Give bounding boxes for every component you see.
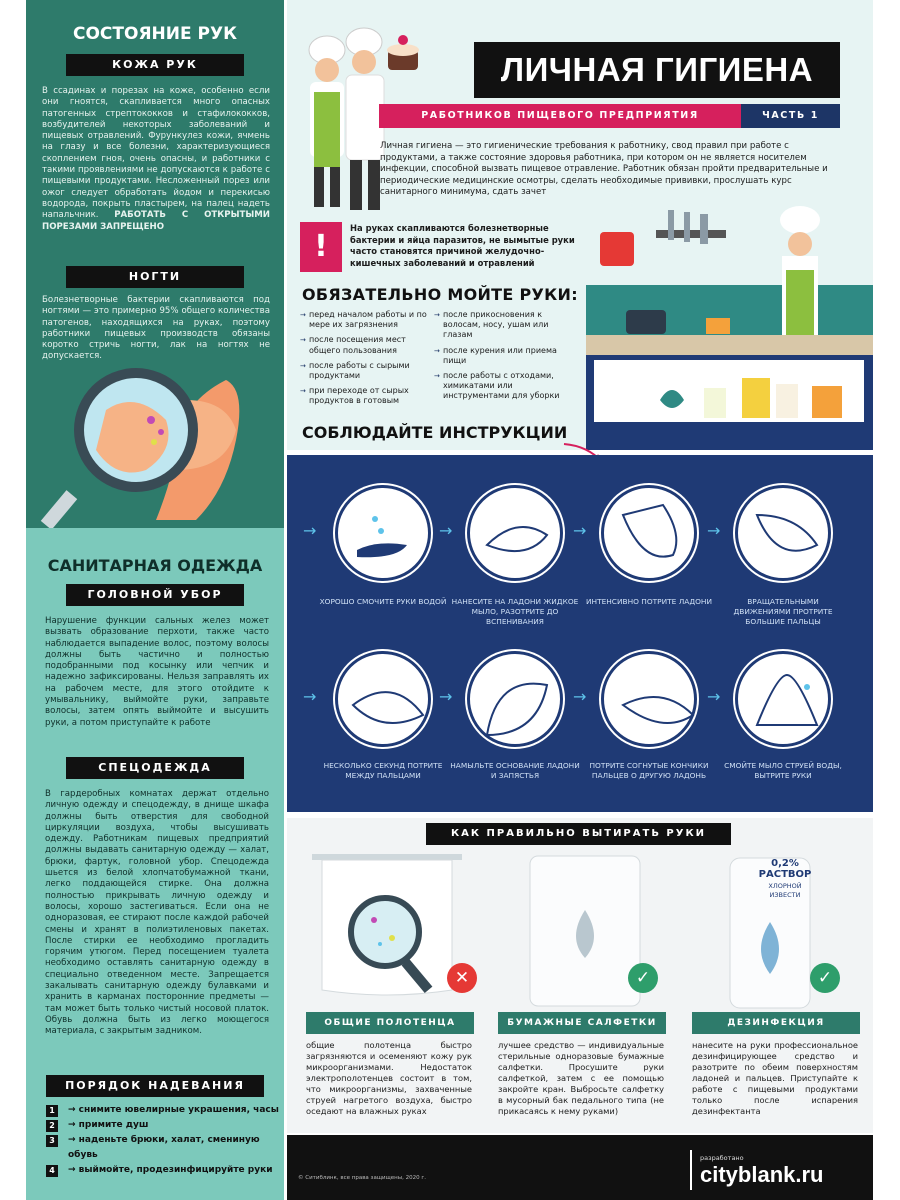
order-text: → снимите ювелирные украшения, часы: [68, 1105, 279, 1115]
intro-text: Личная гигиена — это гигиенические требования к работнику, свод правил при работе с продуктами, а также состояние здоровья работника, при котором он не является носителем инфекции, способной вызвать пищевое отравление. Работник обязан пройти предварительные и периодические медицинские осмотры, сделать необходимые прививки, прослушать курс санитарного минимума, сдать зачет: [380, 141, 828, 197]
magnifier-handle-icon: [41, 490, 77, 528]
wash-list-1: [300, 310, 432, 412]
arrow-right-icon: →: [707, 521, 721, 540]
order-label: ПОРЯДОК НАДЕВАНИЯ: [46, 1075, 264, 1097]
headwear-label: ГОЛОВНОЙ УБОР: [66, 584, 244, 606]
solution-name: РАСТВОР: [758, 869, 812, 880]
warning-text: На руках скапливаются болезнетворные бактерии и яйца паразитов, не вымытые руки часто становятся причиной желудочно-кишечных заболеваний и отравлений: [350, 223, 575, 269]
arrow-right-icon: →: [439, 687, 453, 706]
not-allowed-icon: ✕: [447, 963, 477, 993]
wash-item: → при переходе от сырых продуктов в готовым: [300, 386, 432, 406]
order-text: → наденьте брюки, халат, смениную обувь: [68, 1135, 260, 1160]
warning-icon: !: [300, 222, 342, 272]
arrow-right-icon: →: [303, 687, 317, 706]
step-label: ИНТЕНСИВНО ПОТРИТЕ ЛАДОНИ: [585, 597, 712, 606]
wash-item: → после работы с отходами, химикатами или инструментами для уборки: [434, 371, 574, 402]
step-label: ВРАЩАТЕЛЬНЫМИ ДВИЖЕНИЯМИ ПРОТРИТЕ БОЛЬШИЕ ПАЛЬЦЫ: [733, 597, 833, 626]
order-number: 4: [46, 1165, 58, 1177]
hand-icons-layer: [287, 455, 873, 812]
arrow-right-icon: →: [573, 687, 587, 706]
wash-list-2: [434, 310, 574, 407]
skin-text-body: В ссадинах и порезах на коже, особенно если они гноятся, скапливается много опасных патогенных стрептококков и стафилококков, возбудителей некоторых заболеваний и пищевых отравлений. Фурункулез кожи, ячмень на глазу и все болезни, характеризующиеся скоплением гноя, очень опасны, и работники с такими проявлениями не допускаются к работе с пищевыми продуктами. Несложенный порез или ожог следует обработать йодом и перекисью водорода, покрыть пластырем, на палец надеть напальчник.: [42, 86, 270, 221]
kitchen-illustration: [586, 200, 873, 450]
order-number: 1: [46, 1105, 58, 1117]
skin-label: КОЖА РУК: [66, 54, 244, 76]
skin-text: [42, 86, 270, 233]
order-item: [46, 1118, 282, 1133]
developed-by: разработано: [700, 1154, 744, 1162]
part-bar: ЧАСТЬ 1: [741, 104, 840, 128]
order-text: → примите душ: [68, 1120, 149, 1130]
nails-illustration: [26, 360, 284, 528]
arrow-right-icon: →: [573, 521, 587, 540]
site-link[interactable]: cityblank.ru: [700, 1162, 824, 1187]
order-item: [46, 1133, 282, 1163]
wash-item: → перед началом работы и по мере их загрязнения: [300, 310, 432, 330]
wash-item: → после прикосновения к волосам, носу, ушам или глазам: [434, 310, 574, 341]
step-label: СМОЙТЕ МЫЛО СТРУЕЙ ВОДЫ, ВЫТРИТЕ РУКИ: [724, 761, 842, 780]
check-icon: ✓: [628, 963, 658, 993]
hands-section-title: СОСТОЯНИЕ РУК: [73, 24, 237, 44]
step-label: НАМЫЛЬТЕ ОСНОВАНИЕ ЛАДОНИ И ЗАПЯСТЬЯ: [450, 761, 580, 780]
solution-percent: 0,2%: [771, 858, 799, 869]
solution-label: [755, 858, 815, 900]
wash-item: → после курения или приема пищи: [434, 346, 574, 366]
subtitle-bar: РАБОТНИКОВ ПИЩЕВОГО ПРЕДПРИЯТИЯ: [379, 104, 741, 128]
arrow-right-icon: →: [439, 521, 453, 540]
check-icon: ✓: [810, 963, 840, 993]
step-label: ХОРОШО СМОЧИТЕ РУКИ ВОДОЙ: [319, 597, 447, 606]
clothes-section-title: САНИТАРНАЯ ОДЕЖДА: [47, 556, 263, 575]
solution-sub: ХЛОРНОЙ ИЗВЕСТИ: [768, 882, 802, 899]
nails-label: НОГТИ: [66, 266, 244, 288]
order-item: [46, 1163, 282, 1178]
order-text: → выймойте, продезинфицируйте руки: [68, 1165, 273, 1175]
order-number: 3: [46, 1135, 58, 1147]
instructions-title: СОБЛЮДАЙТЕ ИНСТРУКЦИИ: [302, 423, 568, 442]
arrow-right-icon: →: [707, 687, 721, 706]
magnifier-icon: [351, 898, 419, 966]
towels-text: общие полотенца быстро загрязняются и осеменяют кожу рук микроорганизмами. Недостаток электрополотенцев состоит в том, что микроорганизмы, захваченные струей нагретого воздуха, быстро оседают на влажных руках: [306, 1040, 472, 1116]
napkins-text: лучшее средство — индивидуальные стерильные одноразовые бумажные салфетки. Просушите руки салфеткой, затем с ее помощью закройте кран. Выбросьте салфетку в мусорный бак педального типа (не прикасаясь к нему руками): [498, 1040, 664, 1116]
step-label: НЕСКОЛЬКО СЕКУНД ПОТРИТЕ МЕЖДУ ПАЛЬЦАМИ: [323, 761, 443, 780]
nails-text: Болезнетворные бактерии скапливаются под ногтями — это примерно 95% общего количества патогенов, находящихся на руках, поэтому работники пищевых производств обязаны коротко стричь ногти, лак на ногтях не допускается.: [42, 295, 270, 362]
footer-divider: [690, 1150, 692, 1190]
step-label: ПОТРИТЕ СОГНУТЫЕ КОНЧИКИ ПАЛЬЦЕВ О ДРУГУЮ ЛАДОНЬ: [589, 761, 709, 780]
order-list: [46, 1103, 282, 1178]
copyright: © Ситиблинк, все права защищены, 2020 г.: [298, 1175, 426, 1181]
step-label: НАНЕСИТЕ НА ЛАДОНИ ЖИДКОЕ МЫЛО, РАЗОТРИТЕ ДО ВСПЕНИВАНИЯ: [451, 597, 579, 626]
wash-item: → после посещения мест общего пользования: [300, 335, 432, 355]
towels-label: ОБЩИЕ ПОЛОТЕНЦА: [306, 1012, 474, 1034]
wash-item: → после работы с сырыми продуктами: [300, 361, 432, 381]
arrow-right-icon: →: [303, 521, 317, 540]
uniform-text: В гардеробных комнатах держат отдельно личную одежду и спецодежду, в днище шкафа должны быть отверстия для свободной циркуляции воздуха, чтобы высушивать одежду. Работникам пищевых предприятий должны выдавать санитарную одежду — халат, брюки, фартук, головной убор. Спецодежда шьется из белой хлопчатобумажной ткани, легко поддающейся стирке. Она должна полностью прикрывать личную одежду и волосы, хорошо застегиваться. Если она не одноразовая, ее стирают после каждой рабочей смены и хранят в полиэтиленовых пакетах. После стирки ее необходимо прогладить горячим утюгом. Перед посещением туалета необходимо оставлять санитарную одежду в специально отведенном месте. Запрещается закалывать санитарную одежду булавками и хранить в карманах посторонние предметы — там может быть только чистый носовой платок. Обувь должна быть из легко моющегося материала, с закрытым задником.: [45, 789, 269, 1037]
skin-text-bold: РАБОТАТЬ С ОТКРЫТЫМИ ПОРЕЗАМИ ЗАПРЕЩЕНО: [42, 210, 270, 232]
drying-title: КАК ПРАВИЛЬНО ВЫТИРАТЬ РУКИ: [426, 823, 731, 845]
uniform-label: СПЕЦОДЕЖДА: [66, 757, 244, 779]
wash-title: ОБЯЗАТЕЛЬНО МОЙТЕ РУКИ:: [302, 285, 578, 304]
napkins-label: БУМАЖНЫЕ САЛФЕТКИ: [498, 1012, 666, 1034]
page-title: ЛИЧНАЯ ГИГИЕНА: [474, 42, 840, 98]
order-item: [46, 1103, 282, 1118]
headwear-text: Нарушение функции сальных желез может вызвать образование перхоти, также часто наблюдается выпадение волос, поэтому волосы должны быть частично и полностью подобранными под косынку или чепчик и надежно зафиксированы. Нельзя заправлять их на рабочем месте, для этого отойдите к умывальнику, выймойте руки, заправьте волосы, затем опять выймойте и высушить руки, а потом приступайте к работе: [45, 616, 269, 728]
disinfection-text: нанесите на руки профессиональное дезинфицирующее средство и разотрите по обеим поверхностям ладоней и пальцев. Приступайте к работе с пищевыми продуктами только после испарения дезинфектанта: [692, 1040, 858, 1116]
order-number: 2: [46, 1120, 58, 1132]
disinfection-label: ДЕЗИНФЕКЦИЯ: [692, 1012, 860, 1034]
